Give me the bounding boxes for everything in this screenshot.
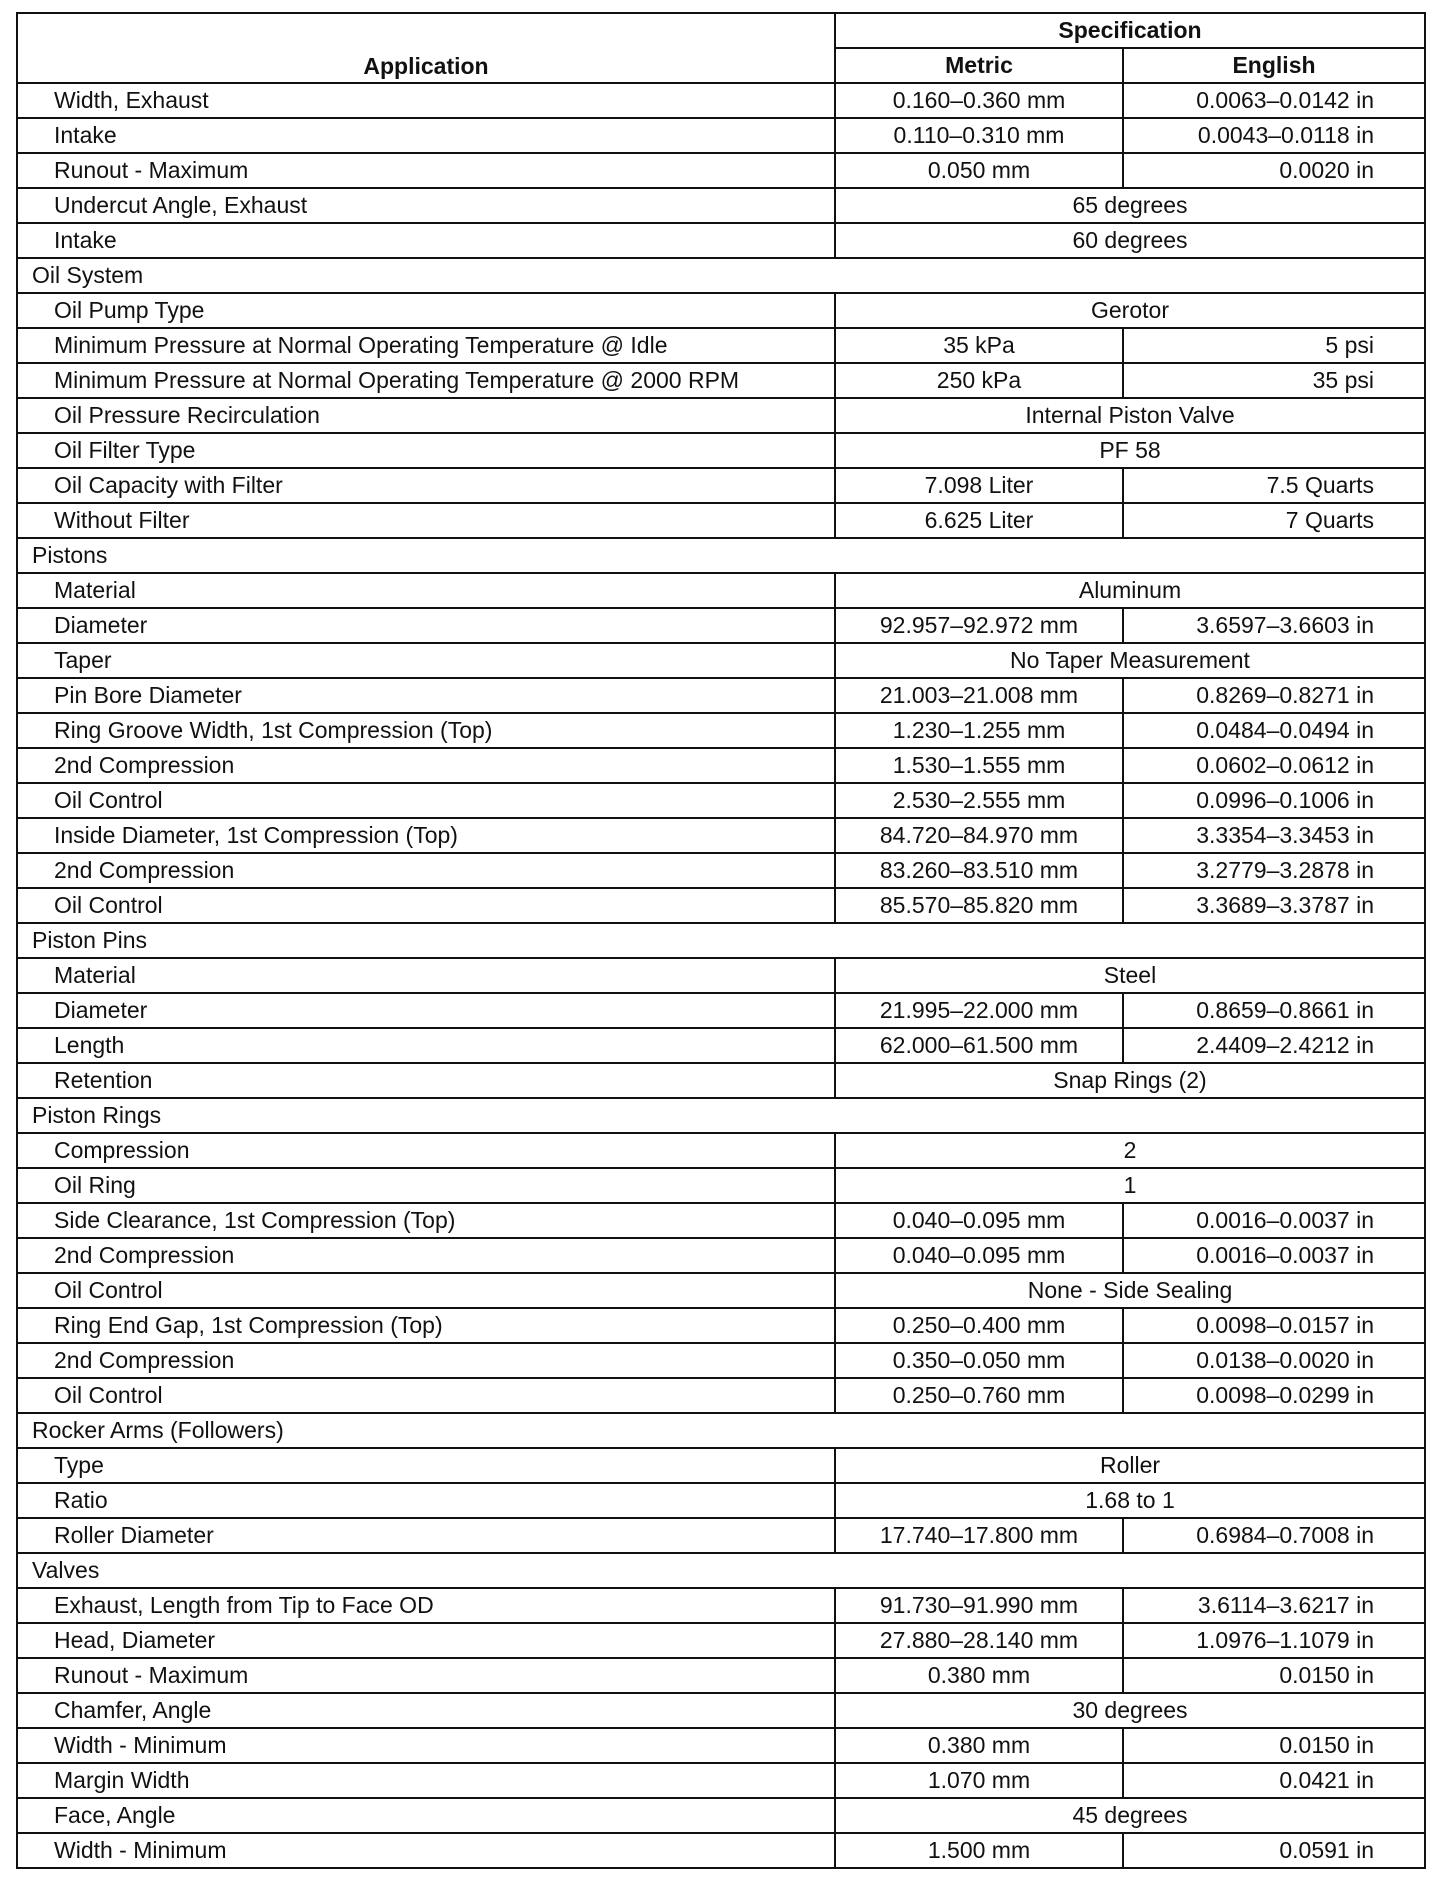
metric-header: Metric [835, 48, 1123, 83]
english-cell: 0.6984–0.7008 in [1123, 1518, 1425, 1553]
english-cell: 0.0591 in [1123, 1833, 1425, 1868]
english-cell: 1.0976–1.1079 in [1123, 1623, 1425, 1658]
table-row [17, 503, 1425, 538]
english-cell: 0.0063–0.0142 in [1123, 83, 1425, 118]
metric-cell: 0.160–0.360 mm [835, 83, 1123, 118]
table-row [17, 153, 1425, 188]
english-cell: 0.0043–0.0118 in [1123, 118, 1425, 153]
application-cell: Oil Pump Type [17, 293, 835, 328]
section-row [17, 538, 1425, 573]
application-cell: Ring End Gap, 1st Compression (Top) [17, 1308, 835, 1343]
application-cell: Diameter [17, 993, 835, 1028]
spec-value-cell: 45 degrees [835, 1798, 1425, 1833]
section-row [17, 1553, 1425, 1588]
metric-cell: 83.260–83.510 mm [835, 853, 1123, 888]
metric-cell: 2.530–2.555 mm [835, 783, 1123, 818]
metric-cell: 92.957–92.972 mm [835, 608, 1123, 643]
application-cell: Width, Exhaust [17, 83, 835, 118]
section-heading: Oil System [17, 258, 1425, 293]
metric-cell: 27.880–28.140 mm [835, 1623, 1123, 1658]
english-cell: 0.8659–0.8661 in [1123, 993, 1425, 1028]
table-row [17, 398, 1425, 433]
application-cell: 2nd Compression [17, 748, 835, 783]
application-cell: Exhaust, Length from Tip to Face OD [17, 1588, 835, 1623]
application-cell: Ring Groove Width, 1st Compression (Top) [17, 713, 835, 748]
metric-cell: 250 kPa [835, 363, 1123, 398]
metric-cell: 0.040–0.095 mm [835, 1238, 1123, 1273]
english-cell: 0.0138–0.0020 in [1123, 1343, 1425, 1378]
application-cell: 2nd Compression [17, 1238, 835, 1273]
metric-cell: 1.530–1.555 mm [835, 748, 1123, 783]
application-cell: Pin Bore Diameter [17, 678, 835, 713]
english-cell: 3.3354–3.3453 in [1123, 818, 1425, 853]
table-row [17, 223, 1425, 258]
english-cell: 0.0150 in [1123, 1658, 1425, 1693]
application-cell: Side Clearance, 1st Compression (Top) [17, 1203, 835, 1238]
metric-cell: 21.995–22.000 mm [835, 993, 1123, 1028]
spec-value-cell: Gerotor [835, 293, 1425, 328]
application-header: Application [17, 13, 835, 83]
english-cell: 3.2779–3.2878 in [1123, 853, 1425, 888]
english-cell: 35 psi [1123, 363, 1425, 398]
table-row [17, 1028, 1425, 1063]
english-cell: 0.0016–0.0037 in [1123, 1203, 1425, 1238]
metric-cell: 62.000–61.500 mm [835, 1028, 1123, 1063]
section-heading: Pistons [17, 538, 1425, 573]
application-cell: Diameter [17, 608, 835, 643]
section-heading: Valves [17, 1553, 1425, 1588]
table-row [17, 1448, 1425, 1483]
english-cell: 0.0016–0.0037 in [1123, 1238, 1425, 1273]
spec-value-cell: PF 58 [835, 433, 1425, 468]
english-cell: 0.8269–0.8271 in [1123, 678, 1425, 713]
spec-value-cell: Internal Piston Valve [835, 398, 1425, 433]
table-row [17, 1308, 1425, 1343]
application-cell: Undercut Angle, Exhaust [17, 188, 835, 223]
english-cell: 7.5 Quarts [1123, 468, 1425, 503]
spec-value-cell: 1.68 to 1 [835, 1483, 1425, 1518]
metric-cell: 17.740–17.800 mm [835, 1518, 1123, 1553]
table-body [17, 83, 1425, 1868]
spec-value-cell: 65 degrees [835, 188, 1425, 223]
table-row [17, 888, 1425, 923]
metric-cell: 7.098 Liter [835, 468, 1123, 503]
english-cell: 0.0421 in [1123, 1763, 1425, 1798]
table-row [17, 1763, 1425, 1798]
metric-cell: 0.250–0.760 mm [835, 1378, 1123, 1413]
header-row-1 [17, 13, 1425, 48]
application-cell: Ratio [17, 1483, 835, 1518]
table-row [17, 293, 1425, 328]
metric-cell: 91.730–91.990 mm [835, 1588, 1123, 1623]
table-row [17, 1168, 1425, 1203]
english-cell: 0.0602–0.0612 in [1123, 748, 1425, 783]
english-cell: 0.0996–0.1006 in [1123, 783, 1425, 818]
table-row [17, 1273, 1425, 1308]
application-cell: Oil Control [17, 783, 835, 818]
metric-cell: 0.250–0.400 mm [835, 1308, 1123, 1343]
application-cell: Length [17, 1028, 835, 1063]
application-cell: Width - Minimum [17, 1833, 835, 1868]
spec-value-cell: No Taper Measurement [835, 643, 1425, 678]
application-cell: Runout - Maximum [17, 1658, 835, 1693]
table-row [17, 783, 1425, 818]
application-cell: 2nd Compression [17, 853, 835, 888]
section-row [17, 258, 1425, 293]
section-heading: Rocker Arms (Followers) [17, 1413, 1425, 1448]
spec-value-cell: Aluminum [835, 573, 1425, 608]
application-cell: Runout - Maximum [17, 153, 835, 188]
application-cell: Oil Control [17, 1273, 835, 1308]
section-row [17, 1098, 1425, 1133]
application-cell: Retention [17, 1063, 835, 1098]
application-cell: Face, Angle [17, 1798, 835, 1833]
specification-table [16, 12, 1426, 1869]
section-heading: Piston Rings [17, 1098, 1425, 1133]
metric-cell: 85.570–85.820 mm [835, 888, 1123, 923]
metric-cell: 0.380 mm [835, 1658, 1123, 1693]
table-row [17, 468, 1425, 503]
table-row [17, 993, 1425, 1028]
metric-cell: 84.720–84.970 mm [835, 818, 1123, 853]
table-row [17, 1658, 1425, 1693]
metric-cell: 0.350–0.050 mm [835, 1343, 1123, 1378]
table-row [17, 1693, 1425, 1728]
english-cell: 2.4409–2.4212 in [1123, 1028, 1425, 1063]
english-cell: 0.0484–0.0494 in [1123, 713, 1425, 748]
table-row [17, 678, 1425, 713]
application-cell: Type [17, 1448, 835, 1483]
spec-value-cell: Snap Rings (2) [835, 1063, 1425, 1098]
table-row [17, 1343, 1425, 1378]
english-cell: 5 psi [1123, 328, 1425, 363]
application-cell: Compression [17, 1133, 835, 1168]
english-cell: 0.0098–0.0299 in [1123, 1378, 1425, 1413]
metric-cell: 1.070 mm [835, 1763, 1123, 1798]
application-cell: Oil Ring [17, 1168, 835, 1203]
application-cell: Oil Filter Type [17, 433, 835, 468]
metric-cell: 1.500 mm [835, 1833, 1123, 1868]
table-row [17, 83, 1425, 118]
application-cell: Intake [17, 118, 835, 153]
application-cell: Oil Capacity with Filter [17, 468, 835, 503]
table-row [17, 608, 1425, 643]
application-cell: Material [17, 573, 835, 608]
english-cell: 3.6597–3.6603 in [1123, 608, 1425, 643]
application-cell: Oil Pressure Recirculation [17, 398, 835, 433]
application-cell: Oil Control [17, 888, 835, 923]
table-row [17, 1518, 1425, 1553]
spec-value-cell: 60 degrees [835, 223, 1425, 258]
table-row [17, 1378, 1425, 1413]
section-heading: Piston Pins [17, 923, 1425, 958]
english-cell: 0.0020 in [1123, 153, 1425, 188]
table-row [17, 853, 1425, 888]
spec-value-cell: 30 degrees [835, 1693, 1425, 1728]
table-row [17, 1238, 1425, 1273]
spec-value-cell: Roller [835, 1448, 1425, 1483]
table-row [17, 818, 1425, 853]
metric-cell: 0.110–0.310 mm [835, 118, 1123, 153]
english-header: English [1123, 48, 1425, 83]
table-row [17, 1063, 1425, 1098]
table-row [17, 1728, 1425, 1763]
english-cell: 7 Quarts [1123, 503, 1425, 538]
table-row [17, 1483, 1425, 1518]
table-row [17, 643, 1425, 678]
application-cell: Head, Diameter [17, 1623, 835, 1658]
application-cell: Margin Width [17, 1763, 835, 1798]
application-cell: Without Filter [17, 503, 835, 538]
application-cell: Inside Diameter, 1st Compression (Top) [17, 818, 835, 853]
application-cell: Roller Diameter [17, 1518, 835, 1553]
english-cell: 3.3689–3.3787 in [1123, 888, 1425, 923]
table-row [17, 748, 1425, 783]
application-cell: Minimum Pressure at Normal Operating Temperature @ Idle [17, 328, 835, 363]
section-row [17, 923, 1425, 958]
application-cell: Chamfer, Angle [17, 1693, 835, 1728]
english-cell: 0.0150 in [1123, 1728, 1425, 1763]
table-row [17, 363, 1425, 398]
metric-cell: 0.050 mm [835, 153, 1123, 188]
table-row [17, 1623, 1425, 1658]
metric-cell: 0.040–0.095 mm [835, 1203, 1123, 1238]
table-row [17, 1798, 1425, 1833]
application-cell: 2nd Compression [17, 1343, 835, 1378]
specification-header: Specification [835, 13, 1425, 48]
application-cell: Width - Minimum [17, 1728, 835, 1763]
table-row [17, 573, 1425, 608]
spec-value-cell: None - Side Sealing [835, 1273, 1425, 1308]
table-row [17, 1203, 1425, 1238]
table-row [17, 188, 1425, 223]
application-cell: Taper [17, 643, 835, 678]
table-row [17, 713, 1425, 748]
application-cell: Minimum Pressure at Normal Operating Temperature @ 2000 RPM [17, 363, 835, 398]
english-cell: 3.6114–3.6217 in [1123, 1588, 1425, 1623]
section-row [17, 1413, 1425, 1448]
spec-value-cell: 2 [835, 1133, 1425, 1168]
table-row [17, 328, 1425, 363]
metric-cell: 35 kPa [835, 328, 1123, 363]
english-cell: 0.0098–0.0157 in [1123, 1308, 1425, 1343]
application-cell: Oil Control [17, 1378, 835, 1413]
table-row [17, 1133, 1425, 1168]
metric-cell: 1.230–1.255 mm [835, 713, 1123, 748]
table-row [17, 118, 1425, 153]
table-row [17, 958, 1425, 993]
application-cell: Intake [17, 223, 835, 258]
spec-value-cell: 1 [835, 1168, 1425, 1203]
table-row [17, 1833, 1425, 1868]
application-cell: Material [17, 958, 835, 993]
metric-cell: 6.625 Liter [835, 503, 1123, 538]
spec-value-cell: Steel [835, 958, 1425, 993]
metric-cell: 0.380 mm [835, 1728, 1123, 1763]
table-row [17, 433, 1425, 468]
table-row [17, 1588, 1425, 1623]
metric-cell: 21.003–21.008 mm [835, 678, 1123, 713]
